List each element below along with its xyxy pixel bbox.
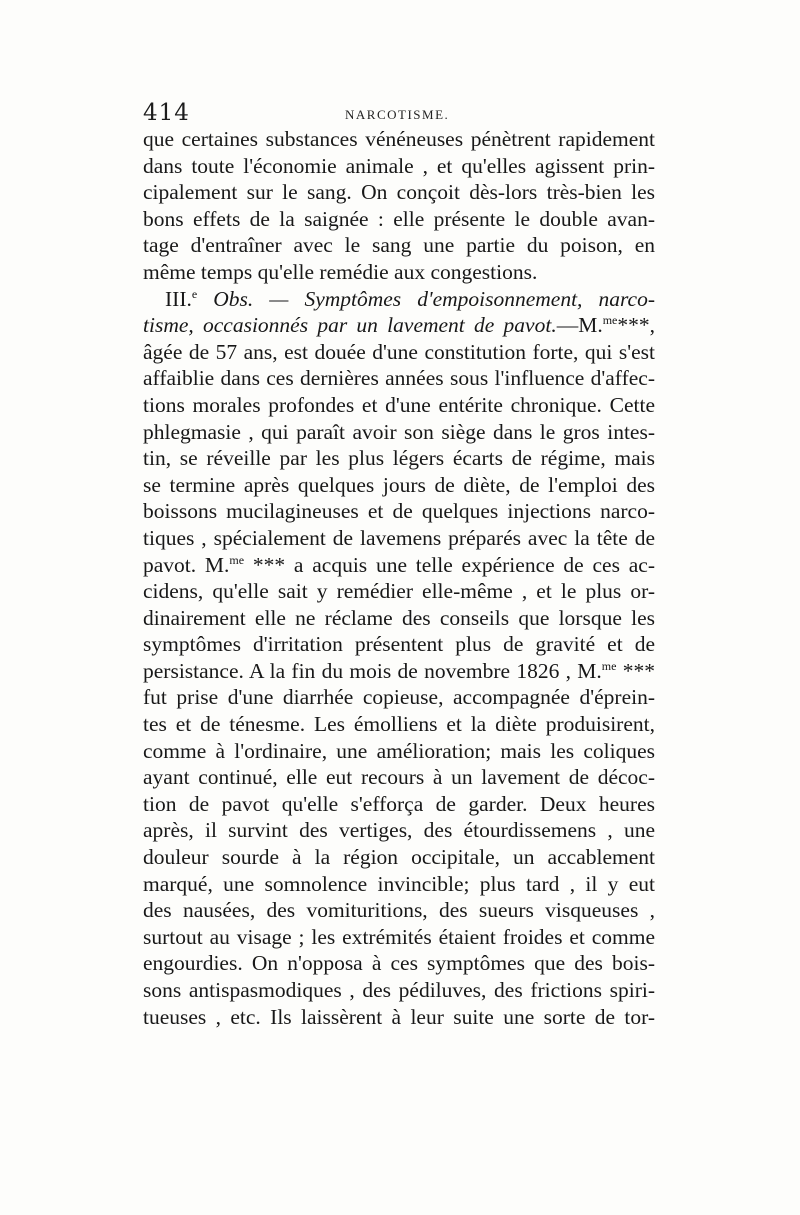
text-run: ayant continué, elle eut recours à un lavement de décoc-	[143, 765, 655, 790]
text-run: que certaines substances vénéneuses pénètrent rapidement	[143, 127, 655, 151]
superscript: me	[601, 658, 617, 673]
text-run: marqué, une somnolence invincible; plus tard , il y eut	[143, 871, 655, 896]
text-line	[143, 445, 655, 472]
text-run: fut prise d'une diarrhée copieuse, accompagnée d'éprein-	[143, 685, 655, 710]
text-run: boissons mucilagineuses et de quelques injections narco-	[143, 499, 655, 524]
text-line	[143, 232, 655, 259]
text-line	[143, 392, 655, 419]
text-line	[143, 631, 655, 658]
text-line	[143, 419, 655, 446]
text-run: surtout au visage ; les extrémités étaient froides et comme	[143, 924, 655, 949]
text-run: tage d'entraîner avec le sang une partie du poison, en	[143, 233, 655, 258]
text-line	[143, 871, 655, 898]
text-run: phlegmasie , qui paraît avoir son siège dans le gros intes-	[143, 419, 655, 444]
text-run: tueuses , etc. Ils laissèrent à leur suite une sorte de tor-	[143, 1004, 655, 1029]
text-line	[143, 844, 655, 871]
text-line	[143, 259, 655, 286]
text-line	[143, 312, 655, 339]
text-run: tin, se réveille par les plus légers écarts de régime, mais	[143, 446, 655, 471]
text-run: cidens, qu'elle sait y remédier elle-même , et le plus or-	[143, 579, 655, 604]
text-run: cipalement sur le sang. On conçoit dès-lors très-bien les	[143, 180, 655, 205]
text-line	[143, 126, 655, 153]
text-run: *** a acquis une telle expérience de ces ac-	[244, 552, 655, 577]
text-run: dinairement elle ne réclame des conseils que lorsque les	[143, 605, 655, 630]
text-run: tiques , spécialement de lavemens préparés avec la tête de	[143, 525, 655, 550]
text-line	[143, 764, 655, 791]
text-line	[143, 897, 655, 924]
text-line	[143, 153, 655, 180]
text-run: bons effets de la saignée : elle présente le double avan-	[143, 206, 655, 231]
text-line	[143, 977, 655, 1004]
page-number: 414	[143, 100, 190, 126]
body-text	[143, 126, 655, 1030]
text-run: sons antispasmodiques , des pédiluves, des frictions spiri-	[143, 978, 655, 1002]
text-line	[143, 605, 655, 632]
text-run: —M.	[556, 313, 603, 338]
text-line	[143, 525, 655, 552]
superscript: me	[229, 552, 245, 567]
text-run: persistance. A la fin du mois de novembre 1826 , M.	[143, 658, 602, 683]
text-line	[143, 286, 655, 313]
text-line	[143, 552, 655, 579]
text-run: pavot. M.	[143, 552, 230, 577]
text-line	[143, 1004, 655, 1031]
text-line	[143, 498, 655, 525]
text-run: des nausées, des vomituritions, des sueurs visqueuses ,	[143, 898, 655, 923]
text-run: tions morales profondes et d'une entérite chronique. Cette	[143, 392, 655, 417]
text-line	[143, 365, 655, 392]
text-line	[143, 472, 655, 499]
text-line	[143, 658, 655, 685]
italic-text: Obs. — Symptômes d'empoisonnement, narco-	[197, 286, 655, 311]
italic-text: tisme, occasionnés par un lavement de pavot.	[143, 313, 557, 338]
superscript: me	[602, 313, 618, 328]
text-run: se termine après quelques jours de diète, de l'emploi des	[143, 472, 655, 497]
text-line	[143, 924, 655, 951]
text-line	[143, 179, 655, 206]
superscript: e	[191, 286, 198, 301]
text-line	[143, 578, 655, 605]
text-run: après, il survint des vertiges, des étourdissemens , une	[143, 818, 655, 843]
text-line	[143, 738, 655, 765]
text-line	[143, 791, 655, 818]
text-run: comme à l'ordinaire, une amélioration; mais les coliques	[143, 738, 655, 763]
text-line	[143, 339, 655, 366]
text-line	[143, 817, 655, 844]
text-run: douleur sourde à la région occipitale, un accablement	[143, 845, 655, 870]
text-run: même temps qu'elle remédie aux congestions.	[143, 259, 538, 284]
text-run: symptômes d'irritation présentent plus de gravité et de	[143, 632, 655, 657]
text-run: III.	[165, 286, 192, 311]
text-line	[143, 684, 655, 711]
text-line	[143, 206, 655, 233]
running-head: NARCOTISME.	[345, 107, 450, 122]
text-run: affaiblie dans ces dernières années sous l'influence d'affec-	[143, 366, 655, 391]
text-run: âgée de 57 ans, est douée d'une constitution forte, qui s'est	[143, 339, 655, 364]
text-run: tes et de ténesme. Les émolliens et la diète produisirent,	[143, 712, 655, 737]
text-run: engourdies. On n'opposa à ces symptômes que des bois-	[143, 951, 655, 976]
text-run: tion de pavot qu'elle s'efforça de garder. Deux heures	[143, 791, 655, 816]
text-line	[143, 711, 655, 738]
text-line	[143, 950, 655, 977]
text-run: dans toute l'économie animale , et qu'elles agissent prin-	[143, 153, 655, 178]
text-run: ***	[616, 658, 655, 683]
text-run: ***,	[617, 313, 655, 338]
